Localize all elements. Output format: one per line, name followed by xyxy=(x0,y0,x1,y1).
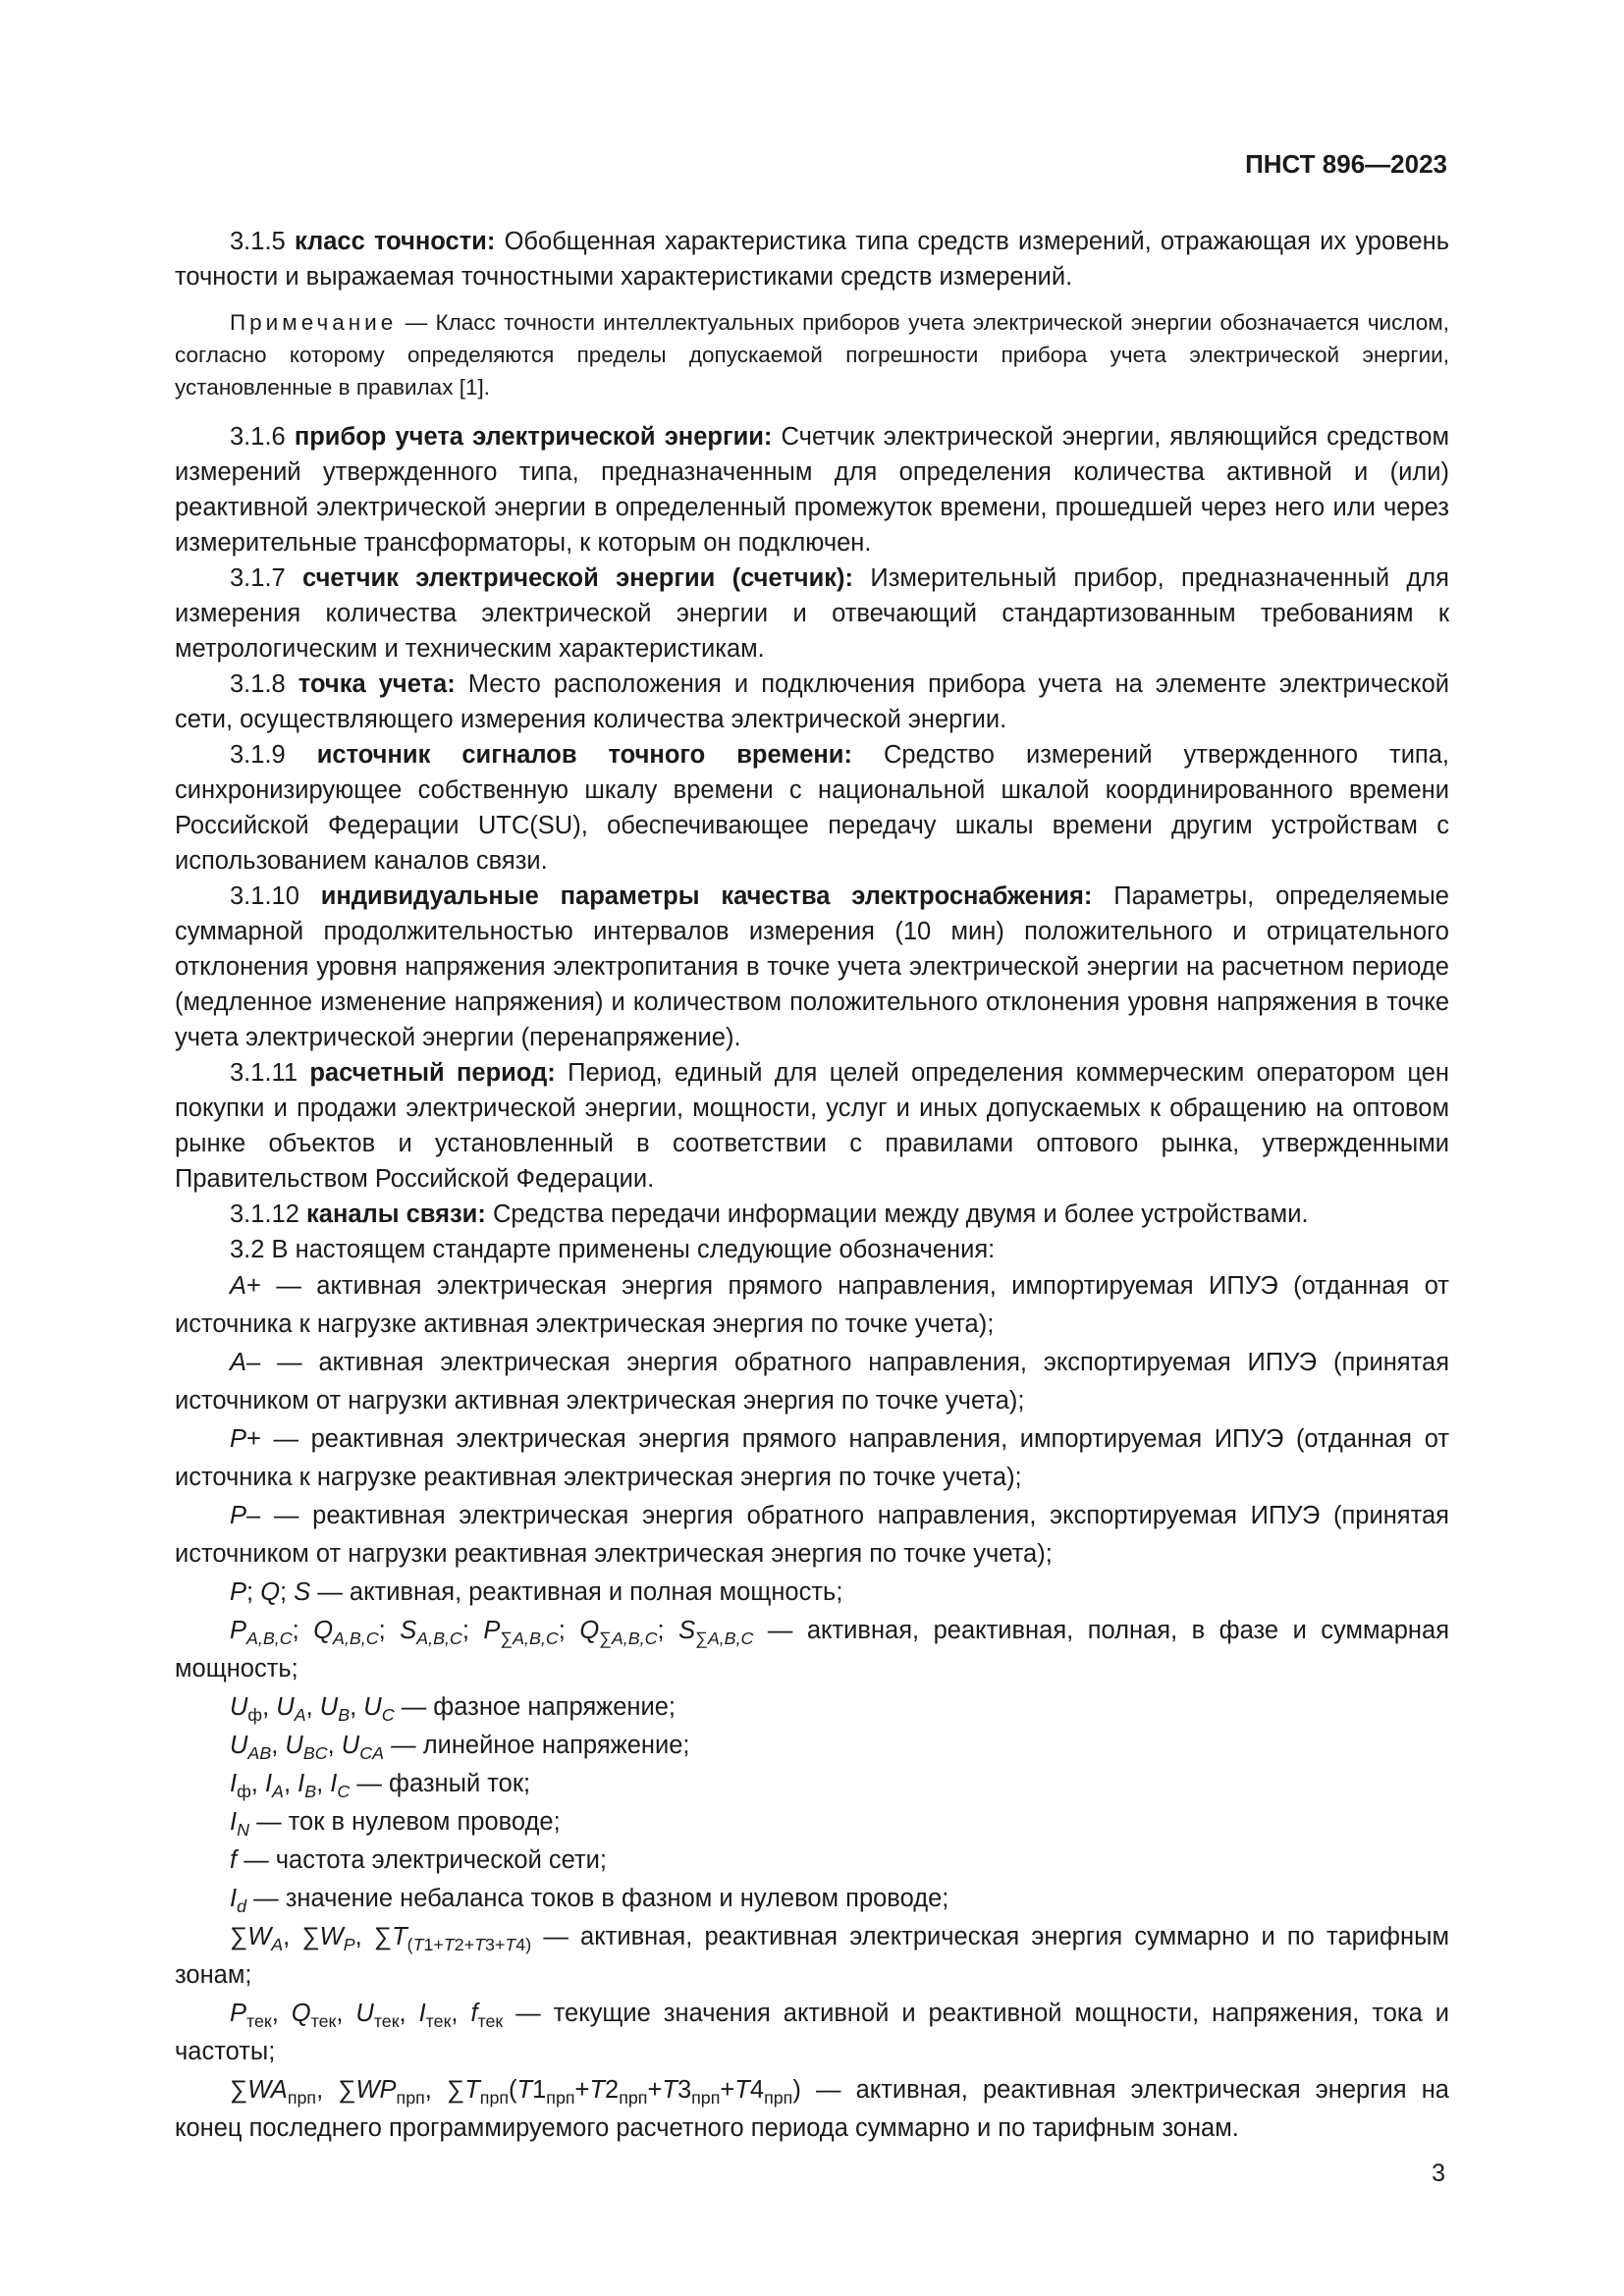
def-text: Счетчик электрической энергии, являющийся средством измерений утвержденного типа, предназначенным для определения количества активной и (или) реактивной электрической энергии в определенный промежуток времени, прошедшей через него или через измерительные трансформаторы, к которым он подключен. xyxy=(175,423,1449,557)
symbol-p-minus xyxy=(175,1497,1449,1574)
def-num: 3.1.5 xyxy=(230,228,286,255)
definition-3-1-12 xyxy=(175,1197,1449,1232)
def-term: расчетный период: xyxy=(309,1059,556,1087)
symbol-formula: $U_{AB}$, $U_{BC}$, $U_{CA}$ xyxy=(230,1732,385,1763)
section-3-2-intro: 3.2 В настоящем стандарте применены следующие обозначения: xyxy=(230,1236,996,1263)
symbol-formula: P+ xyxy=(230,1425,261,1453)
def-num: 3.1.6 xyxy=(230,423,286,451)
symbol-frequency xyxy=(175,1842,1449,1880)
symbol-pqs xyxy=(175,1574,1449,1612)
def-text: Средство измерений утвержденного типа, синхронизирующее собственную шкалу времени с национальной шкалой координированного времени Российской Федерации UTC(SU), обеспечивающее передачу шкалы времени другим устройствам с использованием каналов связи. xyxy=(175,741,1450,875)
document-body xyxy=(175,224,1449,2148)
page-number: 3 xyxy=(1432,2160,1445,2187)
def-text: Измерительный прибор, предназначенный для измерения количества электрической энергии и отвечающий стандартизованным требованиям к метрологическим и техническим характеристикам. xyxy=(175,564,1449,663)
symbol-neutral-current xyxy=(175,1803,1449,1842)
def-term: индивидуальные параметры качества электроснабжения: xyxy=(320,882,1093,910)
symbol-desc: — фазное напряжение; xyxy=(401,1693,676,1721)
symbol-a-minus xyxy=(175,1344,1449,1420)
symbol-line-voltage xyxy=(175,1727,1449,1765)
symbol-desc: — активная, реактивная и полная мощность; xyxy=(317,1578,843,1606)
def-num: 3.1.8 xyxy=(230,670,286,698)
note-label: Примечание xyxy=(230,310,398,335)
def-num: 3.1.9 xyxy=(230,741,286,769)
symbol-period-energy xyxy=(175,2071,1449,2148)
symbol-desc: — текущие значения активной и реактивной мощности, напряжения, тока и частоты; xyxy=(175,2000,1450,2065)
symbol-desc: — частота электрической сети; xyxy=(244,1846,607,1874)
symbol-desc: — линейное напряжение; xyxy=(391,1732,690,1759)
symbol-formula: $I_ф$, $I_A$, $I_B$, $I_C$ xyxy=(230,1770,351,1801)
symbol-imbalance xyxy=(175,1880,1449,1918)
symbol-phase-power xyxy=(175,1612,1449,1688)
def-term: счетчик электрической энергии (счетчик): xyxy=(302,564,854,592)
symbol-formula: $I_d$ xyxy=(230,1885,247,1916)
symbol-formula: f xyxy=(230,1846,238,1874)
symbol-formula: $\sum WA_{прп}$, $\sum WP_{прп}$, $\sum T_{прп}(T1_{прп}+T2_{прп}+T3_{прп}+T4_{прп})$ xyxy=(230,2076,801,2108)
symbol-desc: — реактивная электрическая энергия обратного направления, экспортируемая ИПУЭ (принятая источником от нагрузки реактивная электрическая энергия по точке учета); xyxy=(175,1502,1449,1568)
symbol-current-values xyxy=(175,1995,1449,2071)
symbol-formula: P; Q; S xyxy=(230,1578,311,1606)
symbol-desc: — фазный ток; xyxy=(356,1770,531,1797)
symbol-desc: — активная, реактивная электрическая энергия суммарно и по тарифным зонам; xyxy=(175,1923,1449,1989)
symbol-desc: — реактивная электрическая энергия прямого направления, импортируемая ИПУЭ (отданная от источника к нагрузке реактивная электрическая энергия по точке учета); xyxy=(175,1425,1450,1491)
definition-3-1-6 xyxy=(175,419,1449,561)
symbol-p-plus xyxy=(175,1420,1449,1497)
definition-3-1-10 xyxy=(175,879,1449,1055)
symbol-desc: — активная электрическая энергия обратного направления, экспортируемая ИПУЭ (принятая источником от нагрузки активная электрическая энергия по точке учета); xyxy=(175,1349,1449,1415)
def-term: точка учета: xyxy=(298,670,456,698)
symbol-energy-sum xyxy=(175,1918,1449,1995)
symbol-formula: $U_ф$, $U_A$, $U_B$, $U_C$ xyxy=(230,1693,395,1725)
def-text: Период, единый для целей определения коммерческим оператором цен покупки и продажи электрической энергии, мощности, услуг и иных допускаемых к обращению на оптовом рынке объектов и установленный в соответствии с правилами оптового рынка, утвержденными Правительством Российской Федерации. xyxy=(175,1059,1449,1193)
def-term: класс точности: xyxy=(294,228,496,255)
symbol-formula: $P_{A,B,C}$; $Q_{A,B,C}$; $S_{A,B,C}$; $P_{\sum A,B,C}$; $Q_{\sum A,B,C}$; $S_{\sum A,B,C}$ xyxy=(230,1617,754,1648)
symbol-phase-current xyxy=(175,1765,1449,1803)
symbol-formula: A– xyxy=(230,1349,261,1376)
def-term: источник сигналов точного времени: xyxy=(316,741,852,769)
symbol-formula: $I_N$ xyxy=(230,1808,249,1840)
symbol-formula: P– xyxy=(230,1502,261,1529)
definition-3-1-7 xyxy=(175,561,1449,667)
symbol-phase-voltage xyxy=(175,1688,1449,1727)
symbol-a-plus xyxy=(175,1267,1449,1344)
symbol-desc: — активная, реактивная электрическая энергия на конец последнего программируемого расчетного периода суммарно и по тарифным зонам. xyxy=(175,2076,1449,2142)
def-text: Место расположения и подключения прибора учета на элементе электрической сети, осуществляющего измерения количества электрической энергии. xyxy=(175,670,1450,733)
def-term: каналы связи: xyxy=(306,1201,486,1228)
symbol-formula: $\sum W_A$, $\sum W_P$, $\sum T_{(T1+T2+T3+T4)}$ xyxy=(230,1923,532,1954)
definition-3-1-5 xyxy=(175,224,1449,294)
note xyxy=(175,306,1449,403)
note-text: — Класс точности интеллектуальных приборов учета электрической энергии обозначается числом, согласно которому определяются пределы допускаемой погрешности прибора учета электрической энергии, установленные в правилах [1]. xyxy=(175,310,1449,400)
def-num: 3.1.11 xyxy=(230,1059,298,1087)
def-num: 3.1.12 xyxy=(230,1201,299,1228)
definition-3-1-11 xyxy=(175,1055,1449,1197)
def-num: 3.1.10 xyxy=(230,882,299,910)
symbol-desc: — активная, реактивная, полная, в фазе и суммарная мощность; xyxy=(175,1617,1450,1682)
definition-3-1-9 xyxy=(175,737,1449,879)
def-text: Обобщенная характеристика типа средств измерений, отражающая их уровень точности и выражаемая точностными характеристиками средств измерений. xyxy=(175,228,1449,291)
definition-3-1-8 xyxy=(175,667,1449,737)
symbol-desc: — значение небаланса токов в фазном и нулевом проводе; xyxy=(253,1885,949,1912)
symbol-formula: $P_{тек}$, $Q_{тек}$, $U_{тек}$, $I_{тек}$, $f_{тек}$ xyxy=(230,2000,504,2031)
def-text: Средства передачи информации между двумя и более устройствами. xyxy=(492,1201,1309,1228)
document-id: ПНСТ 896—2023 xyxy=(1245,149,1447,179)
symbol-desc: — ток в нулевом проводе; xyxy=(256,1808,561,1836)
def-term: прибор учета электрической энергии: xyxy=(294,423,773,451)
symbol-formula: A+ xyxy=(230,1272,261,1300)
def-num: 3.1.7 xyxy=(230,564,286,592)
def-text: Параметры, определяемые суммарной продолжительностью интервалов измерения (10 мин) положительного и отрицательного отклонения уровня напряжения электропитания в точке учета электрической энергии на расчетном периоде (медленное изменение напряжения) и количеством положительного отклонения уровня напряжения в точке учета электрической энергии (перенапряжение). xyxy=(175,882,1449,1051)
symbol-desc: — активная электрическая энергия прямого направления, импортируемая ИПУЭ (отданная от источника к нагрузке активная электрическая энергия по точке учета); xyxy=(175,1272,1449,1338)
